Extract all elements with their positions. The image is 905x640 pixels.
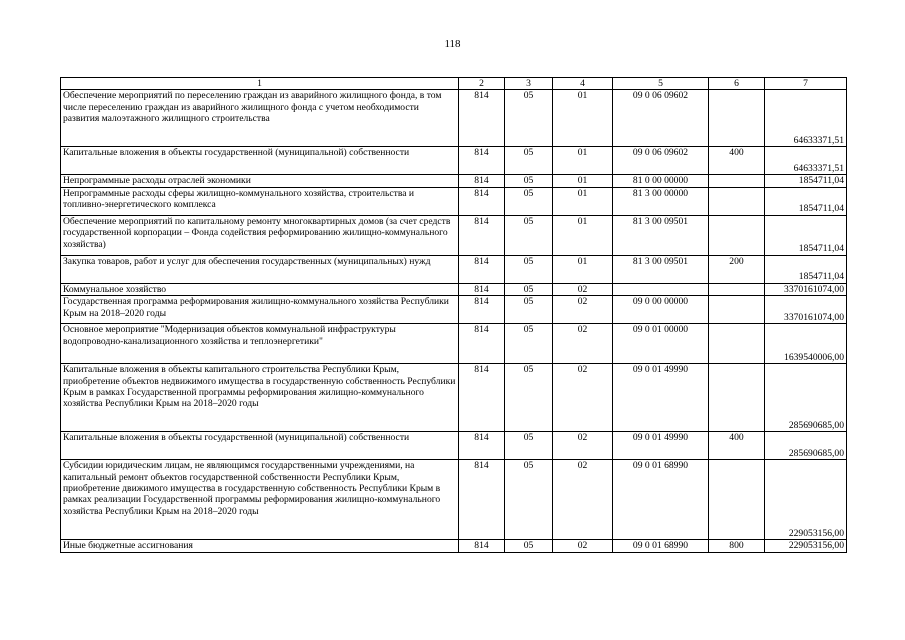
subsection-code-cell: 02	[553, 460, 613, 540]
expense-type-cell: 800	[709, 540, 765, 552]
expense-type-cell	[709, 175, 765, 187]
amount-cell: 1639540006,00	[765, 324, 847, 364]
grbs-code-cell: 814	[459, 324, 505, 364]
section-code-cell: 05	[505, 187, 553, 215]
row-name-cell: Непрограммные расходы сферы жилищно-коммунального хозяйства, строительства и топливно-энергетического комплекса	[61, 187, 459, 215]
budget-table	[60, 77, 847, 553]
section-code-cell: 05	[505, 255, 553, 283]
amount-cell: 1854711,04	[765, 175, 847, 187]
subsection-code-cell: 01	[553, 215, 613, 255]
target-article-cell: 81 3 00 09501	[613, 215, 709, 255]
subsection-code-cell: 02	[553, 283, 613, 295]
table-row	[61, 175, 847, 187]
expense-type-cell	[709, 283, 765, 295]
row-name-cell: Коммунальное хозяйство	[61, 283, 459, 295]
section-code-cell: 05	[505, 460, 553, 540]
row-name-cell: Обеспечение мероприятий по капитальному ремонту многоквартирных домов (за счет средств государственной корпорации – Фонда содействия реформированию жилищно-коммунального хозяйства)	[61, 215, 459, 255]
grbs-code-cell: 814	[459, 90, 505, 147]
row-name-cell: Государственная программа реформирования жилищно-коммунального хозяйства Республики Крым на 2018–2020 годы	[61, 296, 459, 324]
target-article-cell: 09 0 01 00000	[613, 324, 709, 364]
section-code-cell: 05	[505, 215, 553, 255]
row-name-cell: Иные бюджетные ассигнования	[61, 540, 459, 552]
amount-cell: 3370161074,00	[765, 283, 847, 295]
grbs-code-cell: 814	[459, 296, 505, 324]
grbs-code-cell: 814	[459, 147, 505, 175]
expense-type-cell	[709, 324, 765, 364]
subsection-code-cell: 02	[553, 296, 613, 324]
section-code-cell: 05	[505, 432, 553, 460]
amount-cell: 1854711,04	[765, 215, 847, 255]
grbs-code-cell: 814	[459, 175, 505, 187]
grbs-code-cell: 814	[459, 364, 505, 432]
target-article-cell: 09 0 00 00000	[613, 296, 709, 324]
header-cell: 4	[553, 78, 613, 90]
grbs-code-cell: 814	[459, 540, 505, 552]
section-code-cell: 05	[505, 296, 553, 324]
expense-type-cell	[709, 364, 765, 432]
expense-type-cell	[709, 215, 765, 255]
amount-cell: 229053156,00	[765, 460, 847, 540]
table-row	[61, 90, 847, 147]
header-cell: 7	[765, 78, 847, 90]
subsection-code-cell: 02	[553, 540, 613, 552]
header-cell: 5	[613, 78, 709, 90]
section-code-cell: 05	[505, 364, 553, 432]
target-article-cell: 09 0 06 09602	[613, 90, 709, 147]
target-article-cell	[613, 283, 709, 295]
table-row	[61, 432, 847, 460]
grbs-code-cell: 814	[459, 215, 505, 255]
expense-type-cell	[709, 90, 765, 147]
row-name-cell: Закупка товаров, работ и услуг для обеспечения государственных (муниципальных) нужд	[61, 255, 459, 283]
section-code-cell: 05	[505, 540, 553, 552]
table-row	[61, 215, 847, 255]
grbs-code-cell: 814	[459, 255, 505, 283]
table-row	[61, 147, 847, 175]
table-row	[61, 187, 847, 215]
row-name-cell: Капитальные вложения в объекты государственной (муниципальной) собственности	[61, 147, 459, 175]
subsection-code-cell: 01	[553, 90, 613, 147]
section-code-cell: 05	[505, 90, 553, 147]
subsection-code-cell: 02	[553, 324, 613, 364]
target-article-cell: 09 0 01 68990	[613, 460, 709, 540]
table-row	[61, 364, 847, 432]
expense-type-cell	[709, 460, 765, 540]
table-row	[61, 296, 847, 324]
grbs-code-cell: 814	[459, 460, 505, 540]
row-name-cell: Капитальные вложения в объекты капитального строительства Республики Крым, приобретение объектов недвижимого имущества в государственную собственность Республики Крым в рамках Государственной программы реформирования жилищно-коммунального хозяйства Республики Крым на 2018–2020 годы	[61, 364, 459, 432]
row-name-cell: Непрограммные расходы отраслей экономики	[61, 175, 459, 187]
header-cell: 6	[709, 78, 765, 90]
page-number: 118	[444, 38, 461, 50]
expense-type-cell	[709, 187, 765, 215]
section-code-cell: 05	[505, 324, 553, 364]
expense-type-cell: 400	[709, 147, 765, 175]
table-row	[61, 324, 847, 364]
target-article-cell: 09 0 01 49990	[613, 364, 709, 432]
header-cell: 1	[61, 78, 459, 90]
target-article-cell: 81 3 00 00000	[613, 187, 709, 215]
row-name-cell: Субсидии юридическим лицам, не являющимся государственными учреждениями, на капитальный ремонт объектов государственной собственности Республики Крым, приобретение движимого имущества в государственную собственность Республики Крым в рамках реализации Государственной программы реформирования жилищно-коммунального хозяйства Республики Крым на 2018–2020 годы	[61, 460, 459, 540]
expense-type-cell	[709, 296, 765, 324]
subsection-code-cell: 02	[553, 364, 613, 432]
section-code-cell: 05	[505, 147, 553, 175]
amount-cell: 285690685,00	[765, 432, 847, 460]
amount-cell: 3370161074,00	[765, 296, 847, 324]
grbs-code-cell: 814	[459, 187, 505, 215]
subsection-code-cell: 01	[553, 255, 613, 283]
target-article-cell: 09 0 06 09602	[613, 147, 709, 175]
section-code-cell: 05	[505, 283, 553, 295]
amount-cell: 1854711,04	[765, 187, 847, 215]
subsection-code-cell: 02	[553, 432, 613, 460]
subsection-code-cell: 01	[553, 187, 613, 215]
row-name-cell: Основное мероприятие "Модернизация объектов коммунальной инфраструктуры водопроводно-канализационного хозяйства и теплоэнергетики"	[61, 324, 459, 364]
amount-cell: 229053156,00	[765, 540, 847, 552]
table-row	[61, 283, 847, 295]
table-row	[61, 255, 847, 283]
subsection-code-cell: 01	[553, 147, 613, 175]
amount-cell: 1854711,04	[765, 255, 847, 283]
amount-cell: 285690685,00	[765, 364, 847, 432]
header-row	[61, 78, 847, 90]
target-article-cell: 81 0 00 00000	[613, 175, 709, 187]
header-cell: 3	[505, 78, 553, 90]
target-article-cell: 09 0 01 49990	[613, 432, 709, 460]
row-name-cell: Капитальные вложения в объекты государственной (муниципальной) собственности	[61, 432, 459, 460]
row-name-cell: Обеспечение мероприятий по переселению граждан из аварийного жилищного фонда, в том числе переселению граждан из аварийного жилищного фонда с учетом необходимости развития малоэтажного жилищного строительства	[61, 90, 459, 147]
target-article-cell: 81 3 00 09501	[613, 255, 709, 283]
grbs-code-cell: 814	[459, 432, 505, 460]
amount-cell: 64633371,51	[765, 147, 847, 175]
expense-type-cell: 200	[709, 255, 765, 283]
subsection-code-cell: 01	[553, 175, 613, 187]
header-cell: 2	[459, 78, 505, 90]
expense-type-cell: 400	[709, 432, 765, 460]
grbs-code-cell: 814	[459, 283, 505, 295]
target-article-cell: 09 0 01 68990	[613, 540, 709, 552]
table-row	[61, 460, 847, 540]
section-code-cell: 05	[505, 175, 553, 187]
amount-cell: 64633371,51	[765, 90, 847, 147]
table-row	[61, 540, 847, 552]
